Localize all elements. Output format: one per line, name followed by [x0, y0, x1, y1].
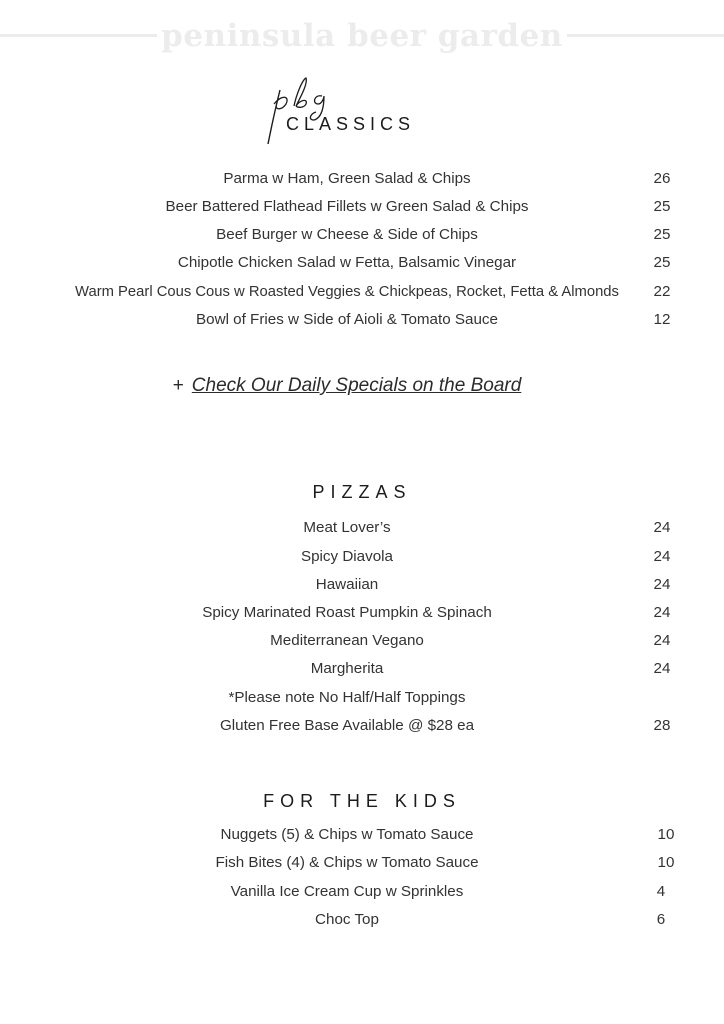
menu-item-name: Nuggets (5) & Chips w Tomato Sauce	[220, 826, 474, 843]
menu-item-price: 10	[657, 826, 675, 843]
menu-item	[0, 906, 724, 934]
menu-item-name: Meat Lover’s	[303, 519, 391, 536]
menu-item	[0, 249, 724, 277]
menu-item-price: 25	[653, 254, 671, 271]
menu-item	[0, 514, 724, 542]
menu-item-name: Parma w Ham, Green Salad & Chips	[223, 170, 471, 187]
menu-item-name: Warm Pearl Cous Cous w Roasted Veggies & Chickpeas, Rocket, Fetta & Almonds	[75, 284, 619, 300]
menu-item-price: 28	[653, 717, 671, 734]
menu-item-name: Spicy Diavola	[300, 548, 393, 565]
menu-item-price: 4	[656, 883, 666, 900]
daily-specials-note	[0, 372, 694, 400]
menu-item-price: 22	[653, 283, 671, 300]
menu-item-name: Choc Top	[315, 911, 379, 928]
menu-item-price: 24	[653, 519, 671, 536]
menu-item-name: Spicy Marinated Roast Pumpkin & Spinach	[202, 604, 492, 621]
menu-item	[0, 655, 724, 683]
menu-item-name: Fish Bites (4) & Chips w Tomato Sauce	[215, 854, 479, 871]
menu-note	[0, 684, 724, 712]
menu-item-price: 25	[653, 198, 671, 215]
menu-item	[0, 193, 724, 221]
menu-item	[0, 712, 724, 740]
menu-item-price: 26	[653, 170, 671, 187]
menu-item-name: Chipotle Chicken Salad w Fetta, Balsamic Vinegar	[177, 254, 517, 271]
menu-item-price: 24	[653, 548, 671, 565]
menu-item	[0, 571, 724, 599]
menu-item	[0, 278, 724, 306]
menu-item	[0, 627, 724, 655]
menu-item-name: Margherita	[310, 660, 384, 677]
half-half-note: *Please note No Half/Half Toppings	[228, 689, 466, 706]
menu-item-name: Bowl of Fries w Side of Aioli & Tomato Sauce	[196, 311, 498, 328]
header-divider-right	[567, 34, 724, 37]
menu-item-name: Gluten Free Base Available @ $28 ea	[219, 717, 475, 734]
kids-heading: FOR THE KIDS	[263, 791, 461, 811]
menu-item	[0, 599, 724, 627]
menu-item	[0, 821, 724, 849]
pizzas-heading: PIZZAS	[312, 482, 412, 502]
menu-item	[0, 878, 724, 906]
classics-heading: CLASSICS	[286, 114, 416, 134]
menu-item-price: 24	[653, 604, 671, 621]
menu-item	[0, 849, 724, 877]
daily-specials-text: Check Our Daily Specials on the Board	[191, 375, 522, 396]
menu-item-price: 10	[657, 854, 675, 871]
pbg-script-logo	[264, 74, 344, 146]
brand-name: peninsula beer garden	[161, 18, 563, 54]
plus-icon: +	[172, 375, 184, 396]
menu-item-name: Beer Battered Flathead Fillets w Green Salad & Chips	[165, 198, 529, 215]
menu-item	[0, 543, 724, 571]
header-divider-left	[0, 34, 157, 37]
menu-item	[0, 165, 724, 193]
menu-item-name: Vanilla Ice Cream Cup w Sprinkles	[230, 883, 464, 900]
menu-item-price: 25	[653, 226, 671, 243]
menu-item-price: 24	[653, 660, 671, 677]
menu-item-name: Mediterranean Vegano	[270, 632, 424, 649]
menu-item-price: 12	[653, 311, 671, 328]
menu-item-name: Beef Burger w Cheese & Side of Chips	[216, 226, 478, 243]
menu-item	[0, 221, 724, 249]
menu-item-price: 24	[653, 576, 671, 593]
menu-item-name: Hawaiian	[315, 576, 379, 593]
menu-item	[0, 306, 724, 334]
menu-item-price: 24	[653, 632, 671, 649]
menu-item-price: 6	[656, 911, 666, 928]
